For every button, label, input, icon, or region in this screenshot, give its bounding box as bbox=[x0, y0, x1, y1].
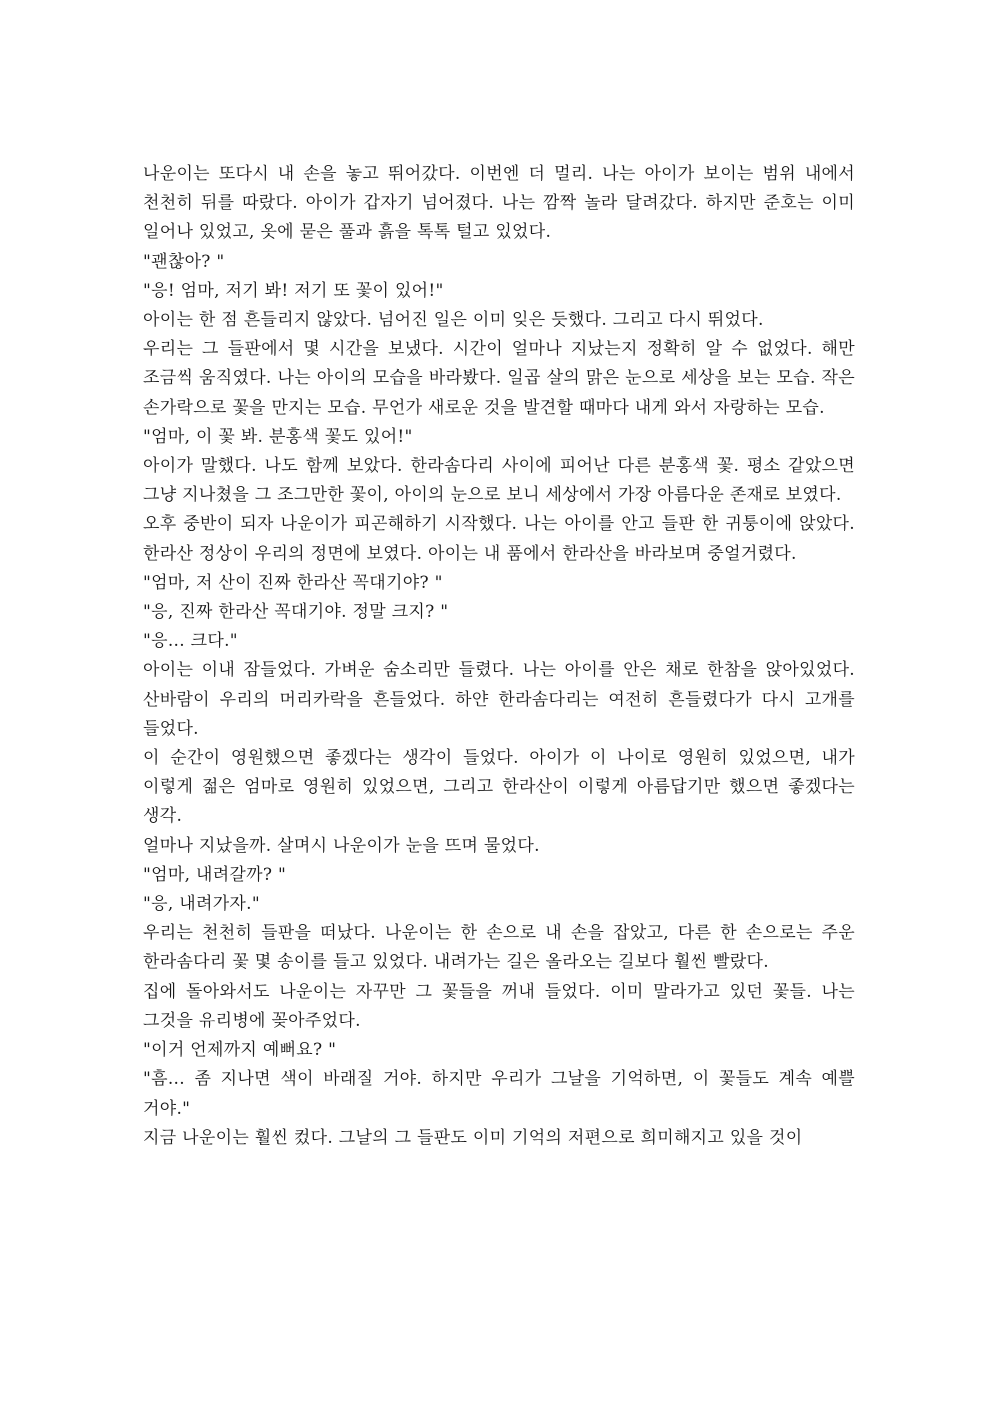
paragraph: "엄마, 내려갈까? " bbox=[143, 864, 287, 885]
paragraph: 이 순간이 영원했으면 좋겠다는 생각이 들었다. 아이가 이 나이로 영원히 있었으면, 내가 이렇게 젊은 엄마로 영원히 있었으면, 그리고 한라산이 이렇게 아름답기만 했으면 좋겠다는 생각. bbox=[143, 748, 855, 827]
paragraph: 오후 중반이 되자 나운이가 피곤해하기 시작했다. 나는 아이를 안고 들판 한 귀퉁이에 앉았다. 한라산 정상이 우리의 정면에 보였다. 아이는 내 품에서 한라산을 바라보며 중얼거렸다. bbox=[143, 514, 855, 564]
paragraph: 아이는 이내 잠들었다. 가벼운 숨소리만 들렸다. 나는 아이를 안은 채로 한참을 앉아있었다. 산바람이 우리의 머리카락을 흔들었다. 하얀 한라솜다리는 여전히 흔들렸다가 다시 고개를 들었다. bbox=[143, 660, 855, 739]
paragraph: 집에 돌아와서도 나운이는 자꾸만 그 꽃들을 꺼내 들었다. 이미 말라가고 있던 꽃들. 나는 그것을 유리병에 꽂아주었다. bbox=[143, 981, 855, 1031]
paragraph: "괜찮아? " bbox=[143, 251, 225, 272]
paragraph: 우리는 그 들판에서 몇 시간을 보냈다. 시간이 얼마나 지났는지 정확히 알 수 없었다. 해만 조금씩 움직였다. 나는 아이의 모습을 바라봤다. 일곱 살의 맑은 눈으로 세상을 보는 모습. 작은 손가락으로 꽃을 만지는 모습. 무언가 새로운 것을 발견할 때마다 내게 와서 자랑하는 모습. bbox=[143, 339, 855, 418]
paragraph: "이거 언제까지 예뻐요? " bbox=[143, 1040, 337, 1061]
paragraph: "엄마, 이 꽃 봐. 분홍색 꽃도 있어!" bbox=[143, 426, 413, 447]
paragraph: "응, 내려가자." bbox=[143, 894, 260, 915]
paragraph: "흠... 좀 지나면 색이 바래질 거야. 하지만 우리가 그날을 기억하면, 이 꽃들도 계속 예쁠 거야." bbox=[143, 1069, 855, 1119]
body-text bbox=[143, 160, 855, 1153]
paragraph: 아이가 말했다. 나도 함께 보았다. 한라솜다리 사이에 피어난 다른 분홍색 꽃. 평소 같았으면 그냥 지나쳤을 그 조그만한 꽃이, 아이의 눈으로 보니 세상에서 가장 아름다운 존재로 보였다. bbox=[143, 456, 855, 506]
paragraph: "엄마, 저 산이 진짜 한라산 꼭대기야? " bbox=[143, 572, 443, 593]
paragraph: 나운이는 또다시 내 손을 놓고 뛰어갔다. 이번엔 더 멀리. 나는 아이가 보이는 범위 내에서 천천히 뒤를 따랐다. 아이가 갑자기 넘어졌다. 나는 깜짝 놀라 달려갔다. 하지만 준호는 이미 일어나 있었고, 옷에 묻은 풀과 흙을 톡톡 털고 있었다. bbox=[143, 164, 855, 243]
paragraph: 아이는 한 점 흔들리지 않았다. 넘어진 일은 이미 잊은 듯했다. 그리고 다시 뛰었다. bbox=[143, 310, 764, 331]
paragraph: 지금 나운이는 훨씬 컸다. 그날의 그 들판도 이미 기억의 저편으로 희미해지고 있을 것이 bbox=[143, 1127, 803, 1148]
paragraph: 얼마나 지났을까. 살며시 나운이가 눈을 뜨며 물었다. bbox=[143, 835, 540, 856]
paragraph: 우리는 천천히 들판을 떠났다. 나운이는 한 손으로 내 손을 잡았고, 다른 한 손으로는 주운 한라솜다리 꽃 몇 송이를 들고 있었다. 내려가는 길은 올라오는 길보다 훨씬 빨랐다. bbox=[143, 923, 855, 973]
paragraph: "응, 진짜 한라산 꼭대기야. 정말 크지? " bbox=[143, 602, 449, 623]
paragraph: "응! 엄마, 저기 봐! 저기 또 꽃이 있어!" bbox=[143, 280, 444, 301]
paragraph: "응... 크다." bbox=[143, 631, 238, 652]
